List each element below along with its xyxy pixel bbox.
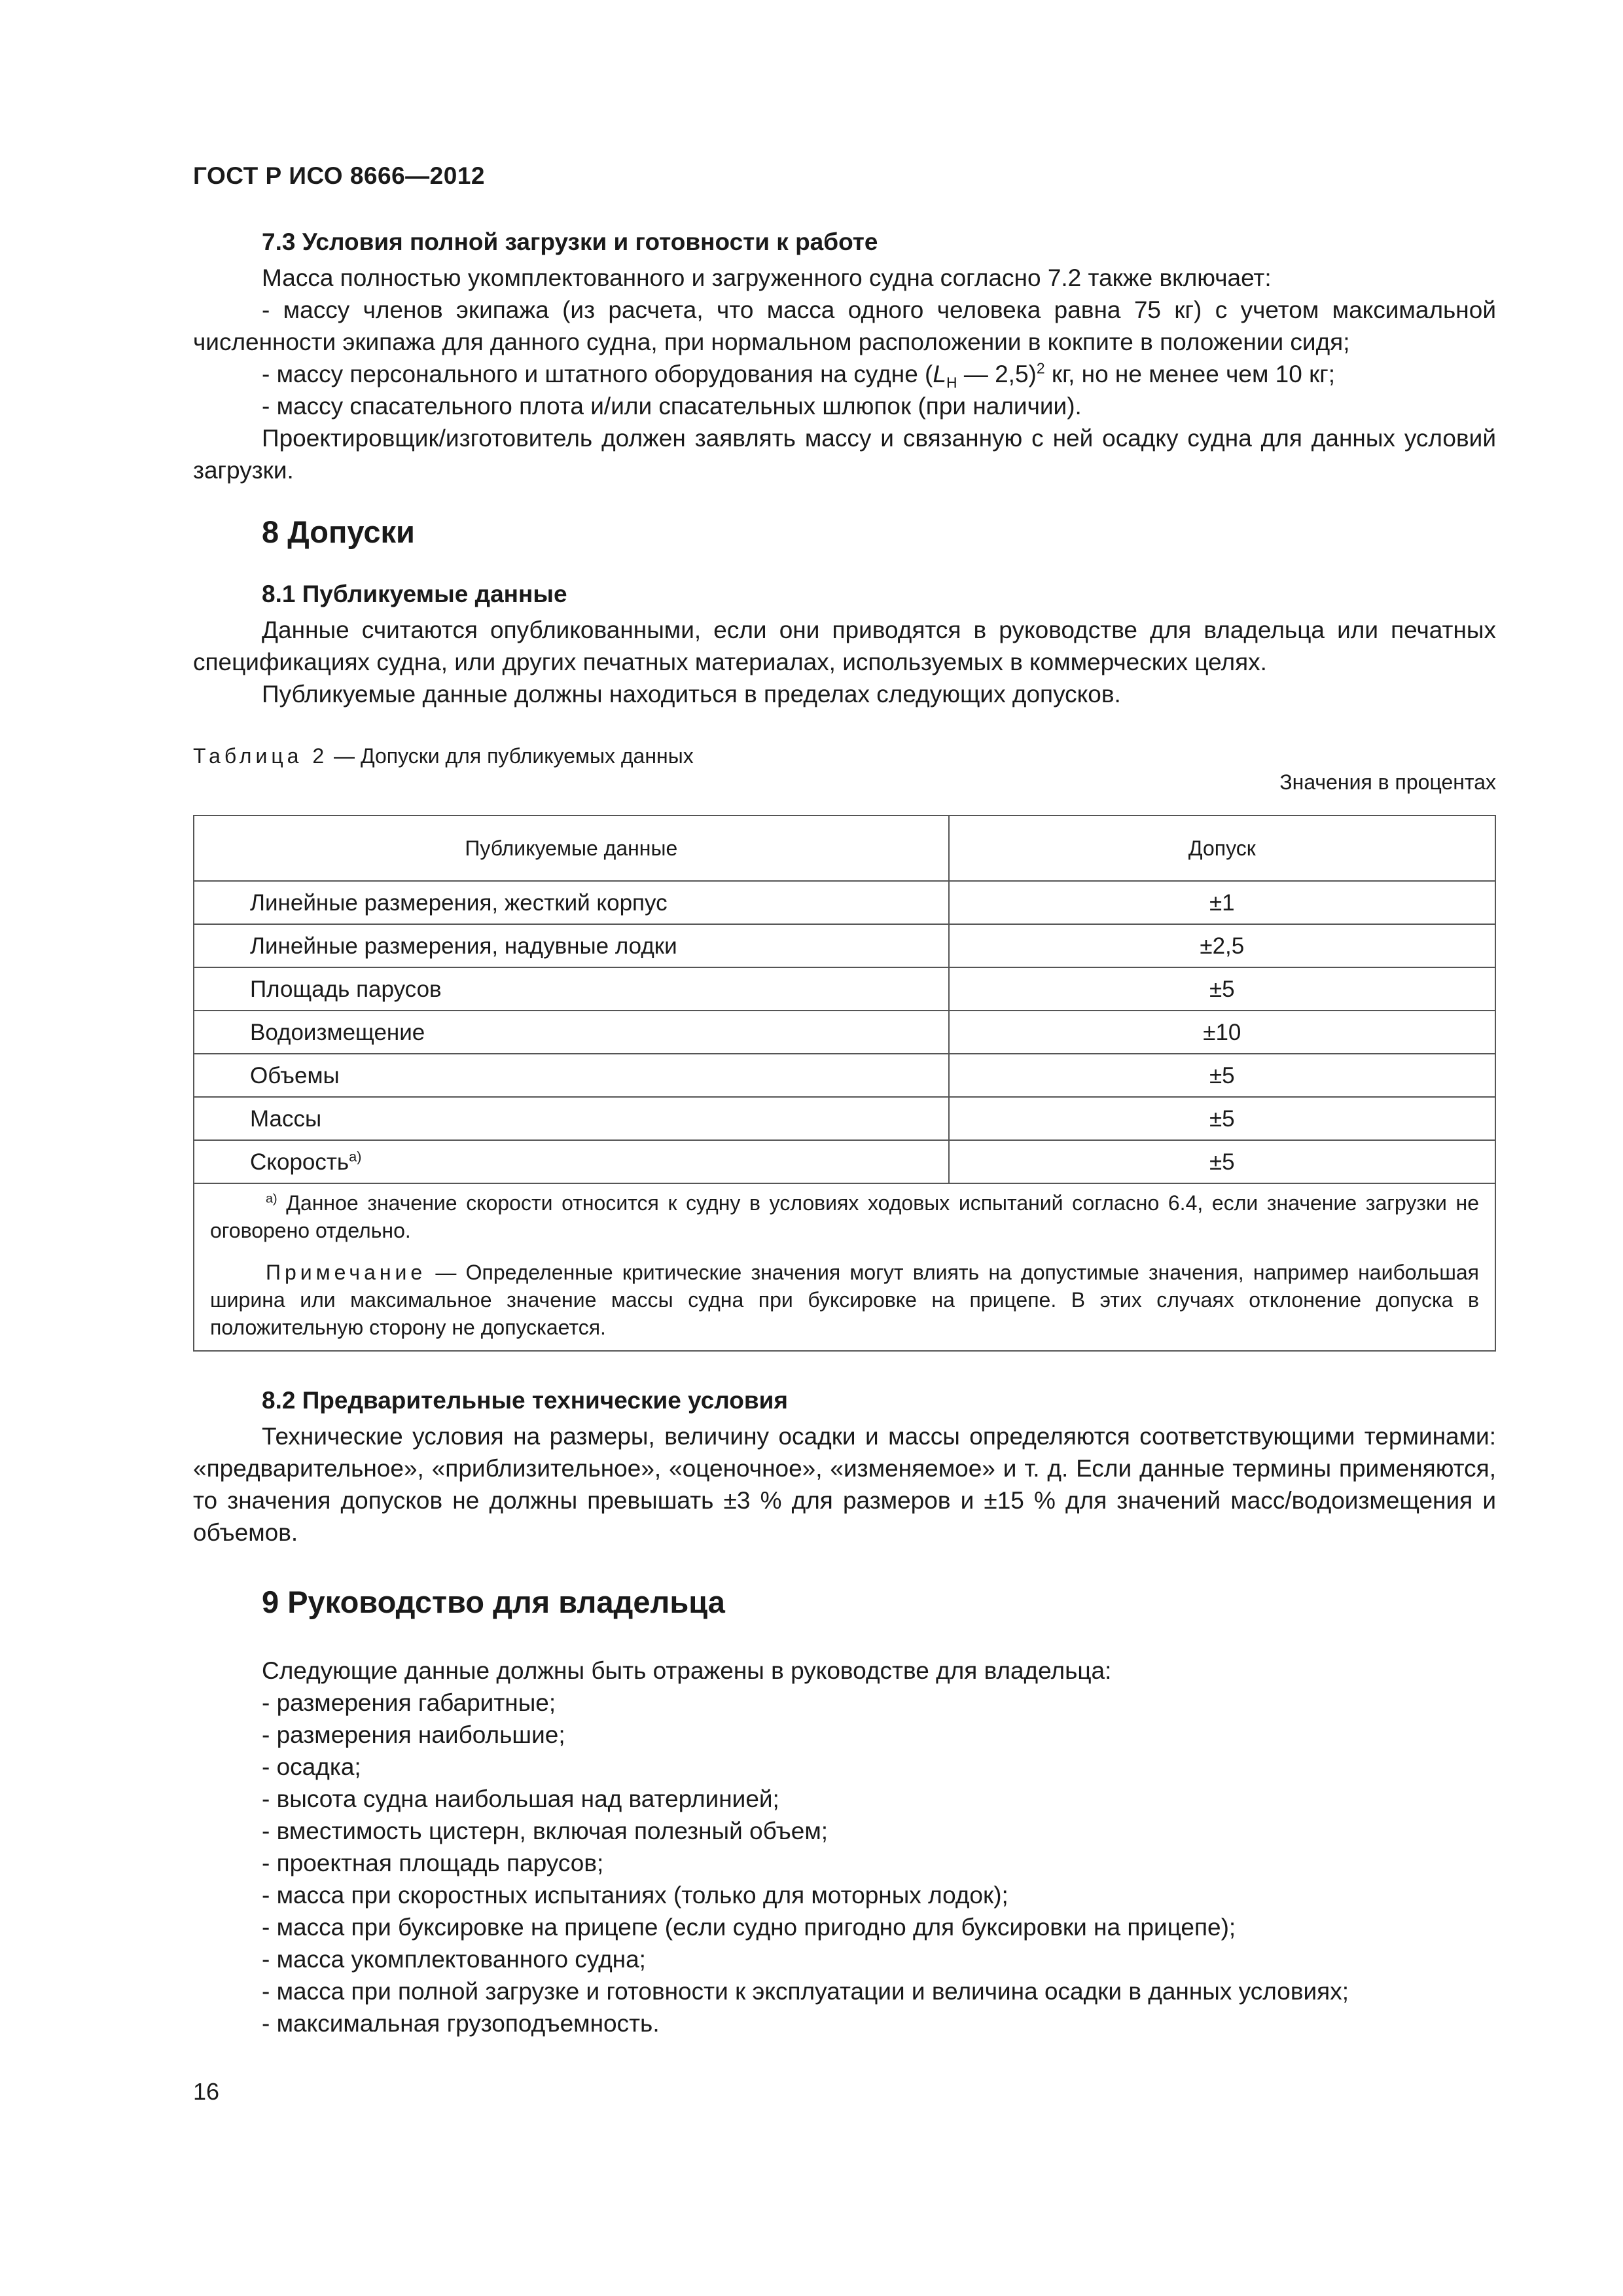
table-cell-value: ±10 xyxy=(949,1011,1495,1054)
table-footer-row xyxy=(194,1183,1495,1351)
text: — 2,5) xyxy=(957,361,1037,387)
column-header: Допуск xyxy=(949,816,1495,881)
paragraph: Проектировщик/изготовитель должен заявлять массу и связанную с ней осадку судна для данных условий загрузки. xyxy=(193,425,1496,484)
list-item: - осадка; xyxy=(262,1753,361,1780)
section-8-1-heading: 8.1 Публикуемые данные xyxy=(262,581,567,607)
table-cell-value: ±1 xyxy=(949,881,1495,924)
text: - массу персонального и штатного оборудования на судне ( xyxy=(262,361,933,387)
section-9-heading: 9 Руководство для владельца xyxy=(262,1585,725,1619)
cell-text: Скорость xyxy=(250,1149,349,1175)
table-cell-name: Линейные размерения, жесткий корпус xyxy=(194,881,949,924)
paragraph: Масса полностью укомплектованного и загруженного судна согласно 7.2 также включает: xyxy=(262,264,1272,291)
tolerances-table xyxy=(193,815,1496,1352)
table-row xyxy=(194,1140,1495,1183)
section-8-2-heading: 8.2 Предварительные технические условия xyxy=(262,1387,788,1414)
table-cell-name: Площадь парусов xyxy=(194,967,949,1011)
list-item: - вместимость цистерн, включая полезный объем; xyxy=(262,1818,829,1844)
table-footnote xyxy=(210,1189,1479,1244)
table-cell-name: Массы xyxy=(194,1097,949,1140)
footnote-text: Данное значение скорости относится к судну в условиях ходовых испытаний согласно 6.4, если значение загрузки не оговорено отдельно. xyxy=(210,1191,1479,1242)
table-cell-value: ±5 xyxy=(949,1097,1495,1140)
table-cell-value: ±5 xyxy=(949,1140,1495,1183)
list-item: - высота судна наибольшая над ватерлинией; xyxy=(262,1785,779,1812)
table-units: Значения в процентах xyxy=(1279,770,1496,794)
variable: L xyxy=(933,361,946,387)
paragraph: Технические условия на размеры, величину осадки и массы определяются соответствующими терминами: «предварительное», «приблизительное», «оценочное», «изменяемое» и т. д. Если данные термины применяются, то значения допусков не должны превышать ±3 % для размеров и ±15 % для значений масс/водоизмещения и объемов. xyxy=(193,1423,1496,1546)
list-item: - масса при скоростных испытаниях (только для моторных лодок); xyxy=(262,1882,1008,1909)
page-content xyxy=(193,226,1496,2039)
table-cell-value: ±5 xyxy=(949,967,1495,1011)
table-cell-name xyxy=(194,1140,949,1183)
table-cell-name: Линейные размерения, надувные лодки xyxy=(194,924,949,967)
table-row xyxy=(194,1097,1495,1140)
footnote-ref: a) xyxy=(349,1147,362,1164)
list-item: - размерения габаритные; xyxy=(262,1689,556,1716)
list-item: - масса при полной загрузке и готовности к эксплуатации и величина осадки в данных условиях; xyxy=(262,1978,1349,2005)
list-item: - масса при буксировке на прицепе (если судно пригодно для буксировки на прицепе); xyxy=(262,1914,1236,1941)
table-header-row xyxy=(194,816,1495,881)
column-header: Публикуемые данные xyxy=(194,816,949,881)
list-item xyxy=(193,358,1496,390)
paragraph: Публикуемые данные должны находиться в пределах следующих допусков. xyxy=(262,681,1121,708)
text: кг, но не менее чем 10 кг; xyxy=(1044,361,1336,387)
document-header: ГОСТ Р ИСО 8666—2012 xyxy=(193,162,485,189)
table-note xyxy=(210,1259,1479,1341)
page-number: 16 xyxy=(193,2078,220,2105)
list-item: - масса укомплектованного судна; xyxy=(262,1946,646,1973)
table-title: — Допуски для публикуемых данных xyxy=(328,744,694,768)
list-item: - размерения наибольшие; xyxy=(262,1721,565,1748)
table-row xyxy=(194,881,1495,924)
table-caption xyxy=(193,743,1496,769)
section-7-3-heading: 7.3 Условия полной загрузки и готовности к работе xyxy=(262,228,878,255)
table-row xyxy=(194,1054,1495,1097)
note-text: — Определенные критические значения могут влиять на допустимые значения, например наибольшая ширина или максимальное значение массы судна при буксировке на прицепе. В этих случаях отклонение допуска в положительную сторону не допускается. xyxy=(210,1261,1479,1339)
list-item: - массу спасательного плота и/или спасательных шлюпок (при наличии). xyxy=(262,393,1082,420)
table-row xyxy=(194,1011,1495,1054)
paragraph: Данные считаются опубликованными, если они приводятся в руководстве для владельца или печатных спецификациях судна, или других печатных материалах, используемых в коммерческих целях. xyxy=(193,617,1496,675)
section-8-heading: 8 Допуски xyxy=(262,514,415,549)
footnote-mark: a) xyxy=(266,1191,277,1206)
table-footer xyxy=(194,1183,1495,1351)
table-cell-name: Водоизмещение xyxy=(194,1011,949,1054)
table-row xyxy=(194,967,1495,1011)
list-item: - массу членов экипажа (из расчета, что масса одного человека равна 75 кг) с учетом максимальной численности экипажа для данного судна, при нормальном расположении в кокпите в положении сидя; xyxy=(193,296,1496,355)
note-label: Примечание xyxy=(266,1261,427,1284)
table-cell-value: ±5 xyxy=(949,1054,1495,1097)
paragraph: Следующие данные должны быть отражены в руководстве для владельца: xyxy=(262,1657,1112,1684)
table-cell-value: ±2,5 xyxy=(949,924,1495,967)
superscript: 2 xyxy=(1036,359,1045,377)
table-row xyxy=(194,924,1495,967)
subscript: H xyxy=(946,374,957,391)
table-cell-name: Объемы xyxy=(194,1054,949,1097)
list-item: - проектная площадь парусов; xyxy=(262,1850,604,1876)
list-item: - максимальная грузоподъемность. xyxy=(262,2010,660,2037)
table-label: Таблица 2 xyxy=(193,744,329,768)
